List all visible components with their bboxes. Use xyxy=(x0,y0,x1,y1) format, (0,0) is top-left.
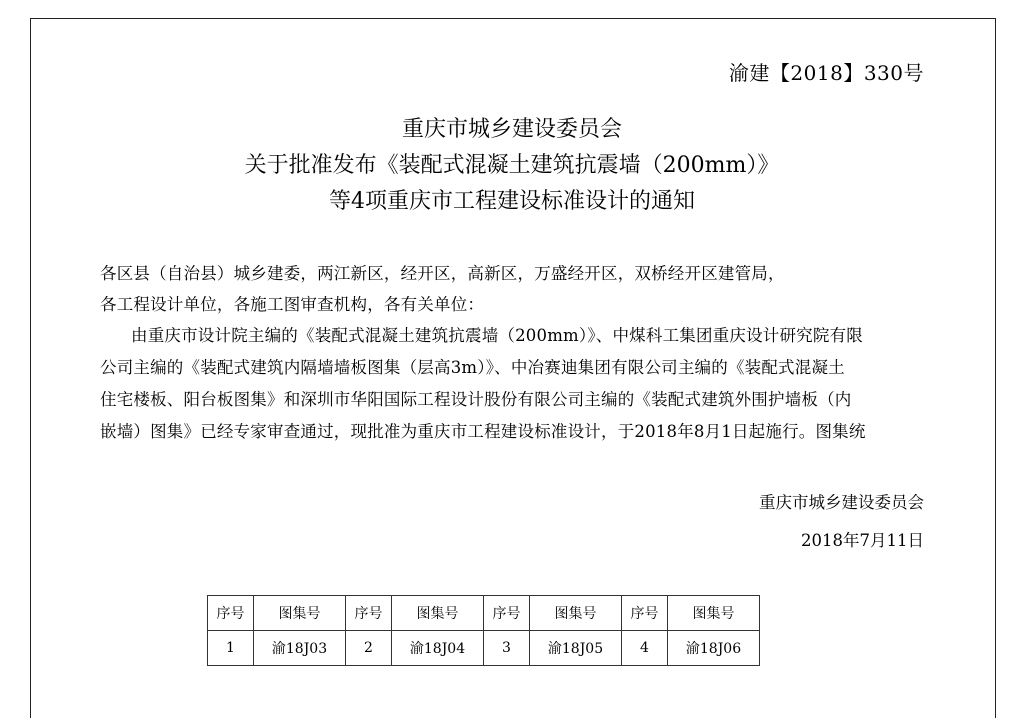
title-line-3: 等4项重庆市工程建设标准设计的通知 xyxy=(329,189,695,214)
table-header-row xyxy=(208,596,760,631)
table-cell: 渝18J05 xyxy=(530,631,622,666)
table-cell: 2 xyxy=(346,631,392,666)
signature-org: 重庆市城乡建设委员会 xyxy=(759,493,924,512)
title-line-2: 关于批准发布《装配式混凝土建筑抗震墙（200mm）》 xyxy=(244,153,780,178)
header-cell: 图集号 xyxy=(530,596,622,631)
recipients-line-1: 各区县（自治县）城乡建委，两江新区，经开区，高新区，万盛经开区，双桥经开区建管局， xyxy=(100,264,785,283)
header-cell: 序号 xyxy=(484,596,530,631)
header-cell: 序号 xyxy=(622,596,668,631)
body-line-2: 公司主编的《装配式建筑内隔墙墙板图集（层高3m）》、中冶赛迪集团有限公司主编的《装配式混凝土 xyxy=(100,358,845,377)
table-cell: 渝18J04 xyxy=(392,631,484,666)
header-cell: 序号 xyxy=(346,596,392,631)
header-cell: 序号 xyxy=(208,596,254,631)
atlas-table xyxy=(207,595,760,666)
body-line-1: 由重庆市设计院主编的《装配式混凝土建筑抗震墙（200mm）》、中煤科工集团重庆设计研究院有限 xyxy=(131,326,863,345)
body-line-3: 住宅楼板、阳台板图集》和深圳市华阳国际工程设计股份有限公司主编的《装配式建筑外围护墙板（内 xyxy=(100,390,852,409)
table-cell: 渝18J06 xyxy=(668,631,760,666)
table-cell: 渝18J03 xyxy=(254,631,346,666)
signature-date: 2018年7月11日 xyxy=(801,531,924,550)
header-cell: 图集号 xyxy=(392,596,484,631)
body-line-4: 嵌墙）图集》已经专家审查通过，现批准为重庆市工程建设标准设计，于2018年8月1日起施行。图集统 xyxy=(100,422,866,441)
table-cell: 1 xyxy=(208,631,254,666)
table-row xyxy=(208,631,760,666)
header-cell: 图集号 xyxy=(254,596,346,631)
table-cell: 3 xyxy=(484,631,530,666)
header-cell: 图集号 xyxy=(668,596,760,631)
title-line-1: 重庆市城乡建设委员会 xyxy=(401,117,622,142)
recipients-line-2: 各工程设计单位，各施工图审查机构，各有关单位： xyxy=(100,295,485,314)
table-cell: 4 xyxy=(622,631,668,666)
document-number: 渝建【2018】330号 xyxy=(728,61,924,85)
